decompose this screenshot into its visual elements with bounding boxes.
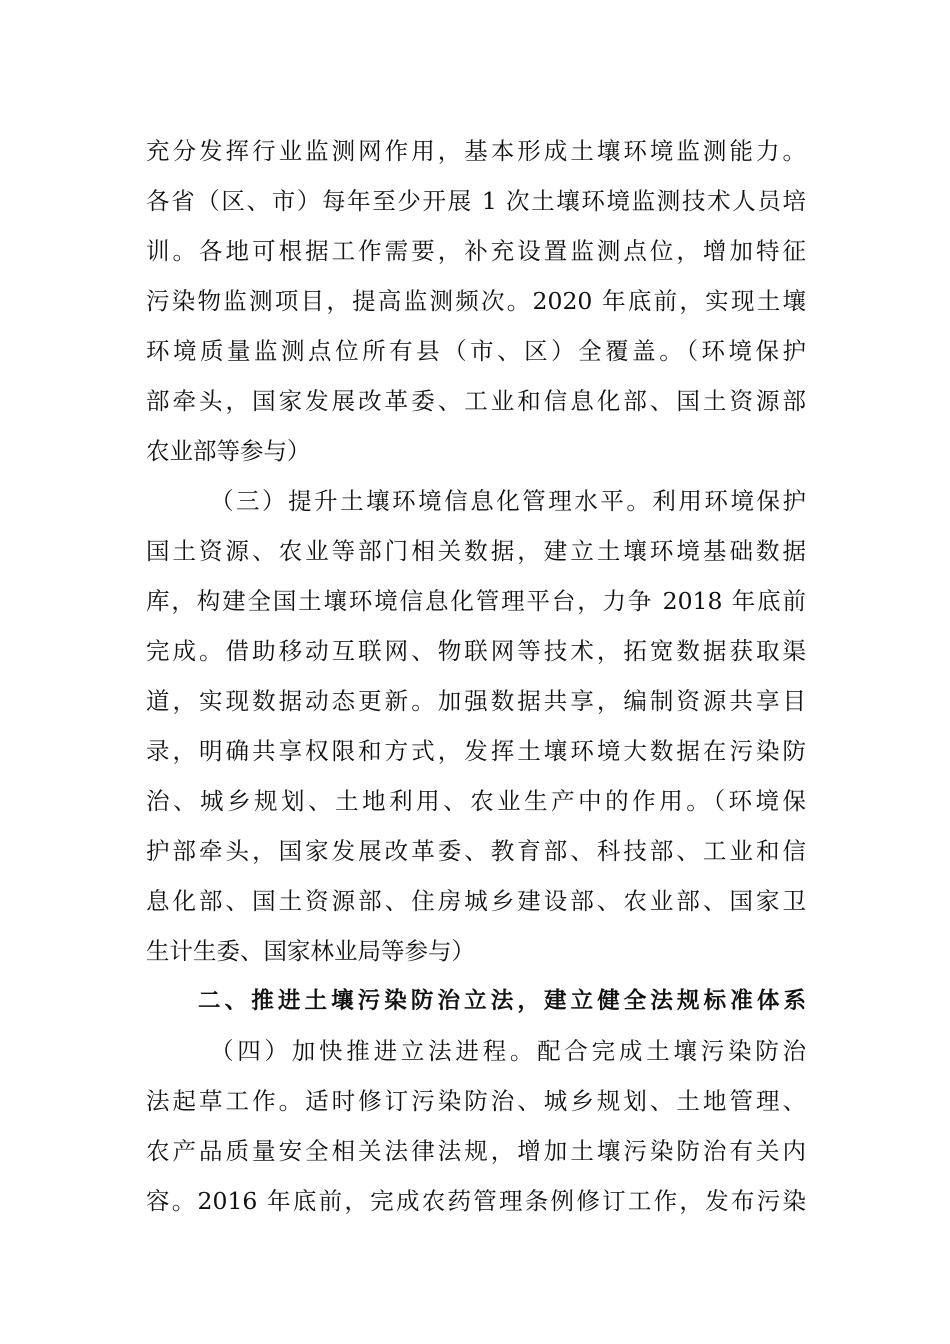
paragraph-2-line: 道，实现数据动态更新。加强数据共享，编制资源共享目 (146, 687, 806, 715)
paragraph-3-line: 容。2016 年底前，完成农药管理条例修订工作，发布污染 (146, 1187, 806, 1215)
paragraph-2-line: 生计生委、国家林业局等参与） (146, 937, 475, 965)
paragraph-1-line: 部牵头，国家发展改革委、工业和信息化部、国土资源部 (146, 387, 806, 415)
paragraph-1-line: 训。各地可根据工作需要，补充设置监测点位，增加特征 (146, 237, 806, 265)
paragraph-2-line: （三）提升土壤环境信息化管理水平。利用环境保护 (210, 487, 806, 515)
paragraph-1-line: 污染物监测项目，提高监测频次。2020 年底前，实现土壤 (146, 287, 806, 315)
paragraph-3-line: （四）加快推进立法进程。配合完成土壤污染防治 (210, 1037, 806, 1065)
paragraph-2-line: 录，明确共享权限和方式，发挥土壤环境大数据在污染防 (146, 737, 806, 765)
paragraph-1-line: 环境质量监测点位所有县（市、区）全覆盖。（环境保护 (146, 337, 806, 365)
section-heading: 二、推进土壤污染防治立法，建立健全法规标准体系 (198, 988, 806, 1014)
paragraph-1-line: 农业部等参与） (146, 437, 311, 465)
paragraph-2-line: 完成。借助移动互联网、物联网等技术，拓宽数据获取渠 (146, 637, 806, 665)
paragraph-1-line: 各省（区、市）每年至少开展 1 次土壤环境监测技术人员培 (146, 187, 806, 215)
paragraph-2-line: 库，构建全国土壤环境信息化管理平台，力争 2018 年底前 (146, 587, 806, 615)
paragraph-1-line: 充分发挥行业监测网作用，基本形成土壤环境监测能力。 (146, 137, 806, 165)
paragraph-3-line: 农产品质量安全相关法律法规，增加土壤污染防治有关内 (146, 1137, 806, 1165)
paragraph-2-line: 护部牵头，国家发展改革委、教育部、科技部、工业和信 (146, 837, 806, 865)
paragraph-2-line: 治、城乡规划、土地利用、农业生产中的作用。（环境保 (146, 787, 806, 815)
paragraph-2-line: 息化部、国土资源部、住房城乡建设部、农业部、国家卫 (146, 887, 806, 915)
paragraph-2-line: 国土资源、农业等部门相关数据，建立土壤环境基础数据 (146, 537, 806, 565)
paragraph-3-line: 法起草工作。适时修订污染防治、城乡规划、土地管理、 (146, 1087, 806, 1115)
